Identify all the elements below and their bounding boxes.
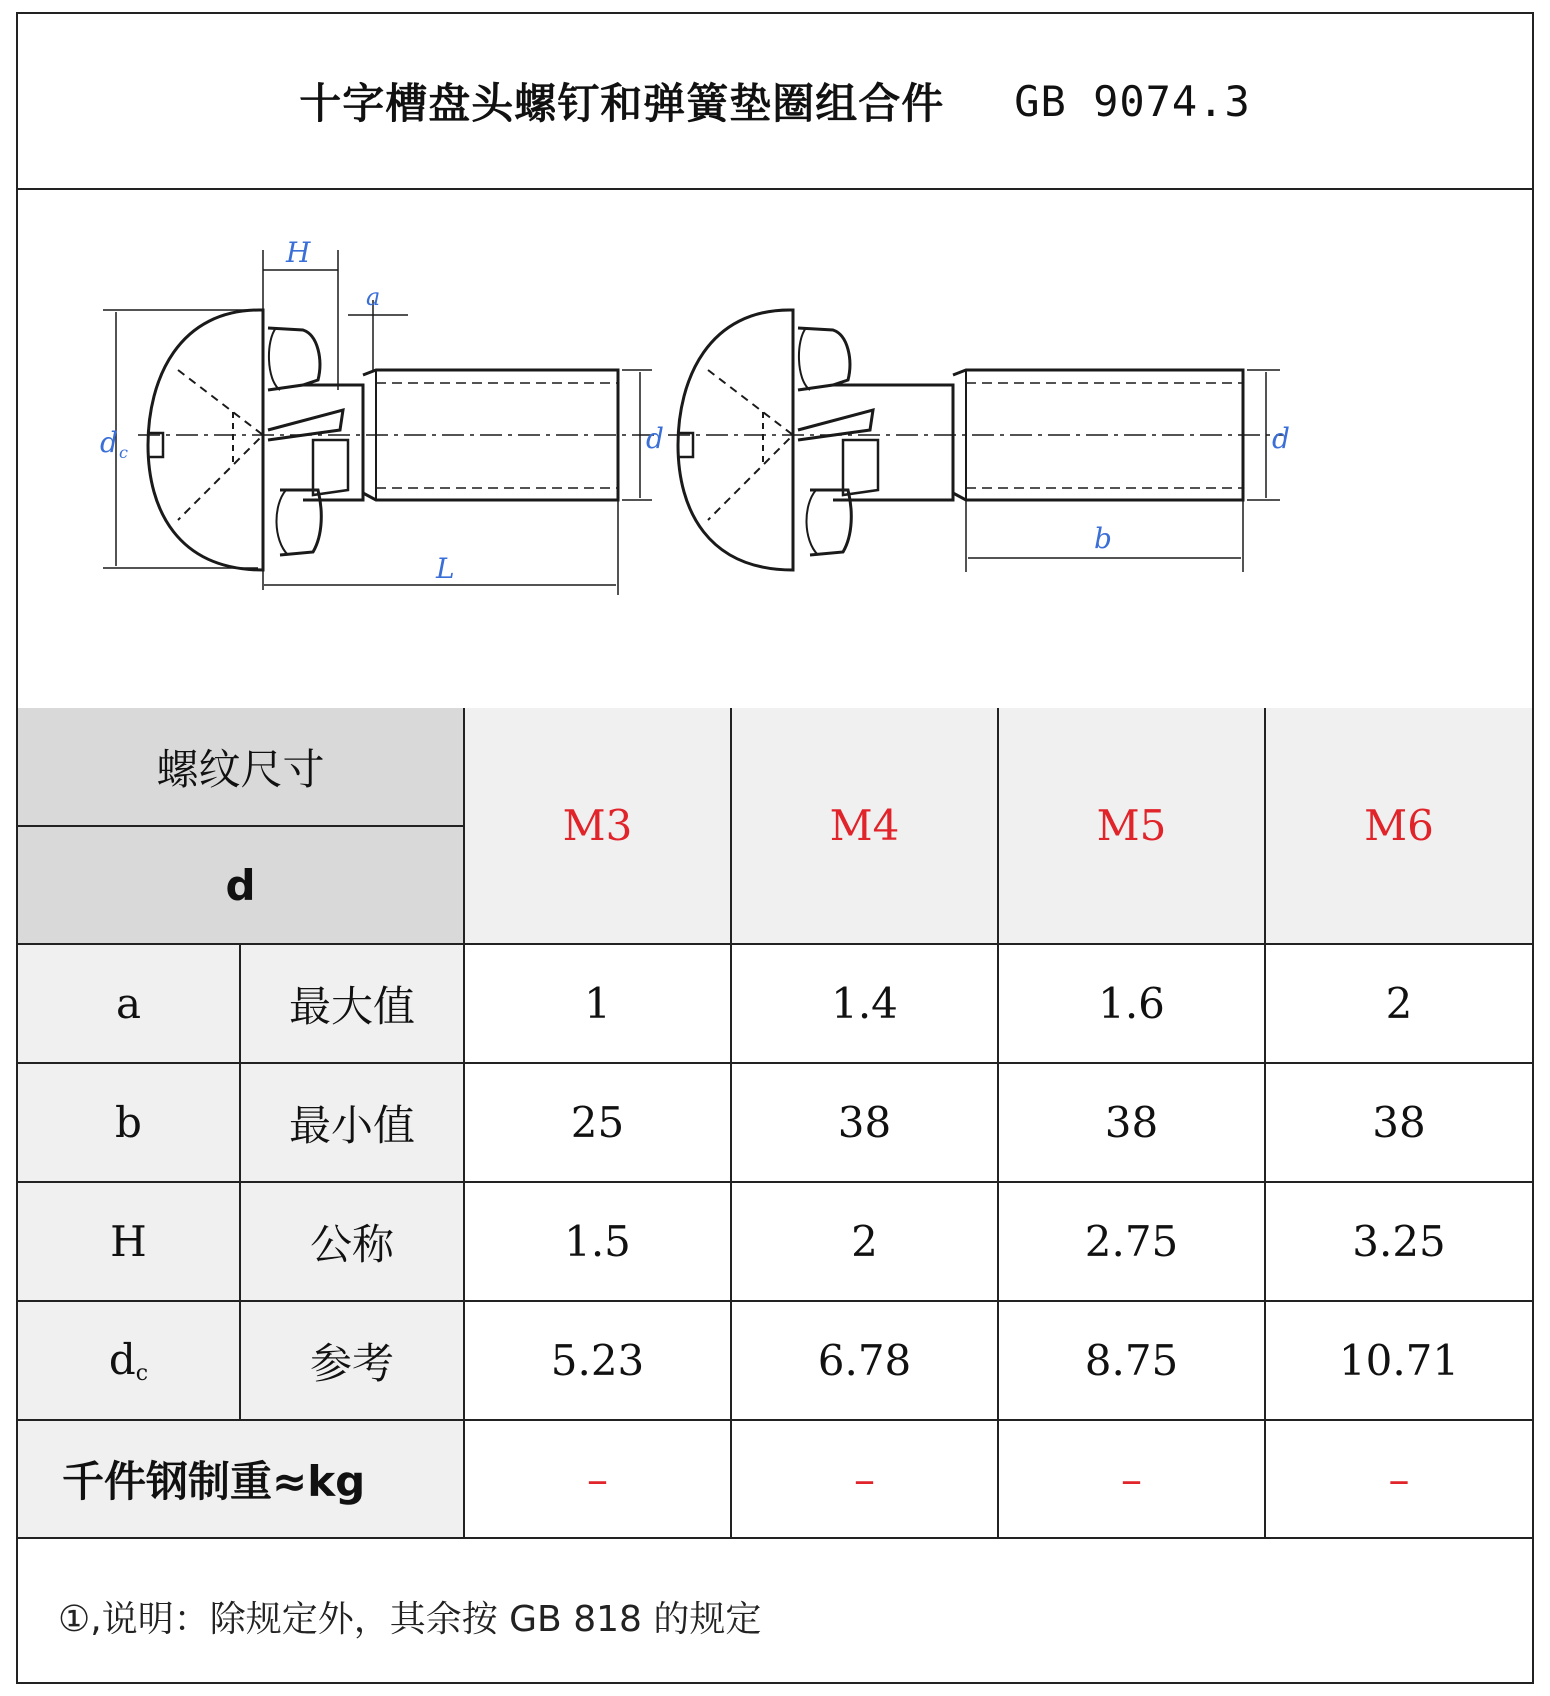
table-header-row-1 — [18, 708, 1532, 826]
dim-label-d-right: d — [1272, 422, 1290, 455]
cell-a-m4: 1.4 — [731, 944, 998, 1063]
left-washer-lower-inner — [276, 490, 288, 555]
row-symbol-dc-main: d — [108, 1335, 136, 1384]
cell-H-m6: 3.25 — [1265, 1182, 1532, 1301]
cell-H-m3: 1.5 — [464, 1182, 731, 1301]
right-screw-figure — [668, 310, 1283, 570]
cell-dc-m6: 10.71 — [1265, 1301, 1532, 1420]
dim-label-dc-sub: c — [119, 443, 128, 462]
screw-diagram — [18, 190, 1532, 708]
row-symbol-a: a — [18, 944, 240, 1063]
cell-dc-m5: 8.75 — [998, 1301, 1265, 1420]
left-screw-head — [148, 310, 263, 570]
right-screw-head — [678, 310, 793, 570]
table-row — [18, 1182, 1532, 1301]
row-symbol-b: b — [18, 1063, 240, 1182]
cell-b-m6: 38 — [1265, 1063, 1532, 1182]
table-row — [18, 1301, 1532, 1420]
left-screw-figure — [138, 310, 658, 570]
weight-m5: – — [998, 1420, 1265, 1538]
dim-label-a: a — [366, 283, 381, 311]
footnote: ①,说明：除规定外，其余按 GB 818 的规定 — [58, 1598, 762, 1640]
row-qualifier-a: 最大值 — [240, 944, 464, 1063]
spec-sheet-frame — [16, 12, 1534, 1684]
right-washer-top-inner — [799, 328, 810, 390]
dim-label-d-left: d — [646, 422, 664, 455]
right-head-slot — [678, 433, 693, 457]
standard-code: GB 9074.3 — [1014, 76, 1251, 126]
right-washer-top — [798, 328, 850, 390]
cell-dc-m3: 5.23 — [464, 1301, 731, 1420]
cell-H-m5: 2.75 — [998, 1182, 1265, 1301]
page-title: 十字槽盘头螺钉和弹簧垫圈组合件 — [299, 79, 945, 128]
row-symbol-dc — [18, 1301, 240, 1420]
row-symbol-H: H — [18, 1182, 240, 1301]
weight-m3: – — [464, 1420, 731, 1538]
row-qualifier-b: 最小值 — [240, 1063, 464, 1182]
left-washer-top-inner — [269, 328, 280, 390]
cell-a-m6: 2 — [1265, 944, 1532, 1063]
left-washer-top — [268, 328, 320, 390]
table-row — [18, 944, 1532, 1063]
cell-a-m3: 1 — [464, 944, 731, 1063]
right-washer-lower-inner — [806, 490, 818, 555]
cell-a-m5: 1.6 — [998, 944, 1265, 1063]
row-qualifier-H: 公称 — [240, 1182, 464, 1301]
left-washer-bottom — [313, 440, 348, 495]
cell-b-m5: 38 — [998, 1063, 1265, 1182]
dim-label-dc: d — [100, 426, 118, 459]
cell-dc-m4: 6.78 — [731, 1301, 998, 1420]
row-qualifier-dc: 参考 — [240, 1301, 464, 1420]
table-row-weight — [18, 1420, 1532, 1538]
dim-label-H: H — [286, 236, 311, 269]
d-header: d — [18, 826, 464, 944]
weight-m4: – — [731, 1420, 998, 1538]
note-bar — [18, 1548, 1532, 1684]
cell-b-m4: 38 — [731, 1063, 998, 1182]
weight-label: 千件钢制重≈kg — [18, 1420, 464, 1538]
spec-table — [18, 708, 1532, 1539]
dim-label-b: b — [1094, 522, 1112, 555]
size-header-m5: M5 — [998, 708, 1265, 944]
left-head-slot — [148, 433, 163, 457]
title-bar — [18, 14, 1532, 190]
thread-size-header: 螺纹尺寸 — [18, 708, 464, 826]
row-symbol-dc-sub: c — [135, 1361, 149, 1386]
right-shank — [833, 385, 953, 500]
size-header-m4: M4 — [731, 708, 998, 944]
screw-drawing-svg — [18, 190, 1532, 708]
dimension-letters — [100, 236, 1290, 585]
left-recess-dash — [178, 370, 263, 520]
weight-m6: – — [1265, 1420, 1532, 1538]
table-row — [18, 1063, 1532, 1182]
cell-H-m4: 2 — [731, 1182, 998, 1301]
cell-b-m3: 25 — [464, 1063, 731, 1182]
size-header-m6: M6 — [1265, 708, 1532, 944]
size-header-m3: M3 — [464, 708, 731, 944]
right-dimensions — [966, 370, 1280, 572]
dim-label-L: L — [436, 552, 455, 585]
right-recess-dash — [708, 370, 793, 520]
right-washer-bottom — [843, 440, 878, 495]
